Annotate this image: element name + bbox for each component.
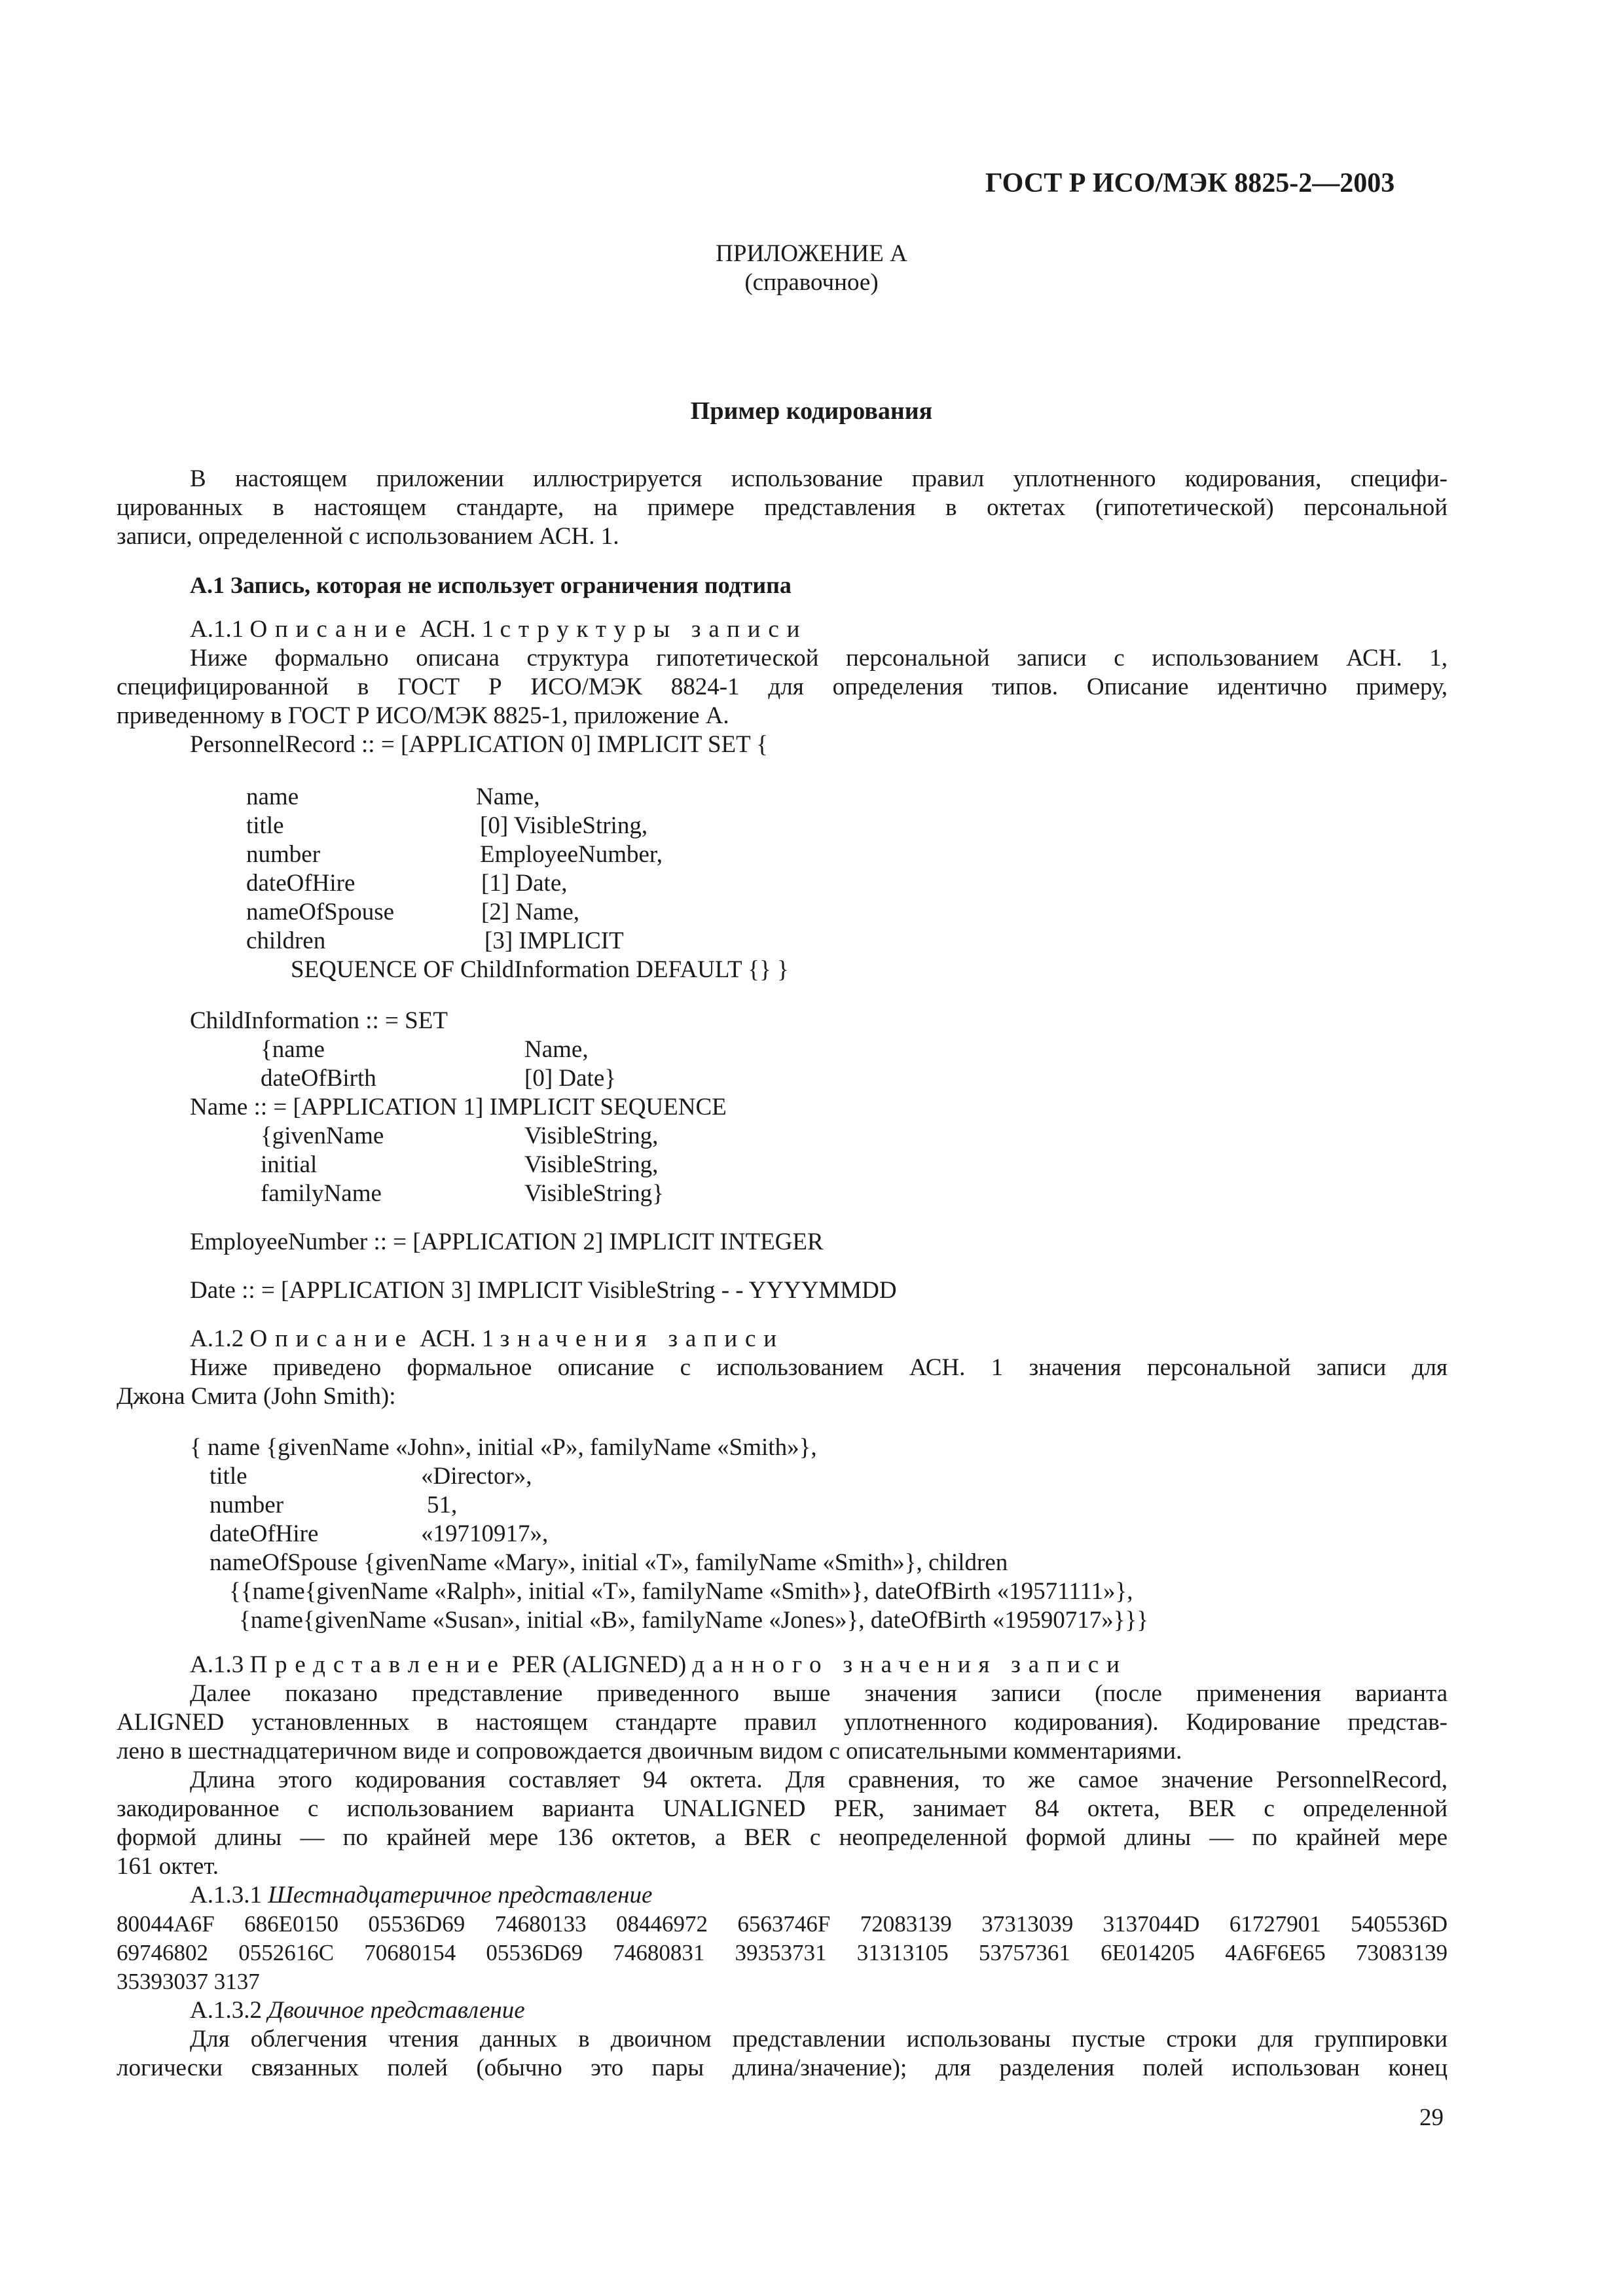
asn1-field-type: VisibleString} — [524, 1180, 664, 1207]
asn1-value-field-value: «19710917», — [421, 1520, 549, 1547]
asn1-value-line: { name {givenName «John», initial «P», familyName «Smith»}, — [190, 1434, 817, 1461]
subsection-spaced-words: структуры записи — [500, 616, 808, 643]
subsection-mid-text: PER (ALIGNED) — [505, 1651, 693, 1678]
subsection-a11-heading — [190, 615, 807, 644]
subsection-mid-text: АСН. 1 — [413, 1325, 500, 1352]
asn1-field-name: title — [246, 812, 284, 839]
asn1-field-name: name — [246, 783, 299, 810]
asn1-field-name: {givenName — [261, 1122, 384, 1149]
subsection-number: А.1.3.2 — [190, 1997, 268, 2024]
asn1-date-line: Date :: = [APPLICATION 3] IMPLICIT VisibleString - - YYYYMMDD — [190, 1277, 897, 1304]
a132-text-line: логически связанных полей (обычно это пары длина/значение); для разделения полей использован конец — [117, 2054, 1448, 2081]
asn1-field-type: [0] VisibleString, — [480, 812, 648, 839]
appendix-heading: Пример кодирования — [690, 397, 933, 425]
subsection-number: А.1.2 — [190, 1325, 250, 1352]
subsection-spaced-words: данного значения записи — [692, 1651, 1127, 1678]
subsection-mid-text: АСН. 1 — [413, 616, 500, 643]
a12-text-line: Ниже приведено формальное описание с использованием АСН. 1 значения персональной записи для — [190, 1354, 1448, 1381]
asn1-field-name: number — [246, 841, 321, 868]
asn1-field-type: Name, — [524, 1036, 589, 1063]
section-a1-title: А.1 Запись, которая не использует ограничения подтипа — [190, 572, 792, 598]
asn1-field-type: VisibleString, — [524, 1151, 659, 1178]
hex-line: 69746802 0552616C 70680154 05536D69 74680831 39353731 31313105 53757361 6E014205 4A6F6E65 73083139 — [117, 1940, 1448, 1965]
subsection-number: А.1.1 — [190, 616, 250, 643]
asn1-value-field-name: dateOfHire — [210, 1520, 319, 1547]
asn1-name-line: Name :: = [APPLICATION 1] IMPLICIT SEQUENCE — [190, 1094, 727, 1121]
asn1-value-field-value: «Director», — [421, 1463, 532, 1490]
intro-line: цированных в настоящем стандарте, на примере представления в октетах (гипотетической) персональной — [117, 494, 1448, 521]
a11-text-line: Ниже формально описана структура гипотетической персональной записи с использованием АСН. 1, — [190, 645, 1448, 672]
subsection-spaced-word: Описание — [249, 616, 414, 643]
subsection-a12-heading — [190, 1325, 784, 1354]
asn1-field-name: familyName — [261, 1180, 382, 1207]
a11-text-line: приведенному в ГОСТ Р ИСО/МЭК 8825-1, приложение А. — [117, 702, 729, 729]
subsection-a13-heading — [190, 1651, 1127, 1679]
asn1-field-name: nameOfSpouse — [246, 899, 395, 925]
subsection-spaced-words: значения записи — [500, 1325, 784, 1352]
asn1-field-name: children — [246, 927, 326, 954]
asn1-field-type: [1] Date, — [481, 870, 568, 897]
page-number: 29 — [1419, 2104, 1444, 2131]
a13-text-line: лено в шестнадцатеричном виде и сопровождается двоичным видом с описательными комментариями. — [117, 1738, 1182, 1765]
hex-line: 35393037 3137 — [117, 1969, 260, 1994]
hex-line: 80044A6F 686E0150 05536D69 74680133 08446972 6563746F 72083139 37313039 3137044D 61727901 5405536D — [117, 1911, 1448, 1937]
asn1-field-type: [3] IMPLICIT — [484, 927, 624, 954]
asn1-field-type: VisibleString, — [524, 1122, 659, 1149]
a13-text-line: закодированное с использованием варианта UNALIGNED PER, занимает 84 октета, BER с определенной — [117, 1795, 1448, 1822]
a13-text-line: формой длины — по крайней мере 136 октетов, а BER с неопределенной формой длины — по крайней мере — [117, 1824, 1448, 1851]
intro-line: записи, определенной с использованием АСН. 1. — [117, 523, 619, 550]
asn1-field-name: dateOfHire — [246, 870, 356, 897]
asn1-field-type: EmployeeNumber, — [480, 841, 663, 868]
a13-text-line: Далее показано представление приведенного выше значения записи (после применения варианта — [190, 1680, 1448, 1707]
asn1-value-field-name: title — [210, 1463, 247, 1490]
subsection-spaced-word: Описание — [249, 1325, 414, 1352]
a13-text-line: ALIGNED установленных в настоящем стандарте правил уплотненного кодирования). Кодирование представ- — [117, 1709, 1448, 1736]
asn1-personnel-record-line: PersonnelRecord :: = [APPLICATION 0] IMPLICIT SET { — [190, 731, 769, 758]
subsection-number: А.1.3.1 — [190, 1882, 268, 1909]
asn1-value-field-name: number — [210, 1492, 284, 1518]
asn1-field-name: {name — [261, 1036, 325, 1063]
appendix-note: (справочное) — [744, 269, 879, 296]
asn1-value-child-line: {name{givenName «Susan», initial «B», familyName «Jones»}, dateOfBirth «19590717»}}} — [239, 1607, 1148, 1634]
intro-line: В настоящем приложении иллюстрируется использование правил уплотненного кодирования, специфи- — [190, 465, 1448, 492]
asn1-field-name: dateOfBirth — [261, 1065, 376, 1092]
asn1-value-spouse-line: nameOfSpouse {givenName «Mary», initial «T», familyName «Smith»}, children — [210, 1549, 1008, 1576]
subsection-spaced-word: Представление — [249, 1651, 506, 1678]
subsection-number: А.1.3 — [190, 1651, 250, 1678]
asn1-field-type: Name, — [476, 783, 540, 810]
asn1-field-name: initial — [261, 1151, 318, 1178]
a12-text-line: Джона Смита (John Smith): — [117, 1383, 396, 1410]
asn1-value-child-line: {{name{givenName «Ralph», initial «T», familyName «Smith»}, dateOfBirth «19571111»}, — [229, 1578, 1133, 1605]
a11-text-line: специфицированной в ГОСТ Р ИСО/МЭК 8824-1 для определения типов. Описание идентично примеру, — [117, 673, 1448, 700]
asn1-value-field-value: 51, — [427, 1492, 458, 1518]
subsection-title: Двоичное представление — [268, 1997, 525, 2024]
appendix-title: ПРИЛОЖЕНИЕ А — [716, 240, 907, 267]
subsection-a132-heading — [190, 1996, 525, 2025]
asn1-employee-number-line: EmployeeNumber :: = [APPLICATION 2] IMPLICIT INTEGER — [190, 1229, 824, 1255]
asn1-child-info-line: ChildInformation :: = SET — [190, 1007, 448, 1034]
a13-text-line: Длина этого кодирования составляет 94 октета. Для сравнения, то же самое значение PersonnelRecord, — [190, 1767, 1448, 1793]
a132-text-line: Для облегчения чтения данных в двоичном представлении использованы пустые строки для группировки — [190, 2026, 1448, 2053]
a13-text-line: 161 октет. — [117, 1853, 219, 1880]
subsection-a131-heading — [190, 1881, 652, 1910]
asn1-field-type: [2] Name, — [481, 899, 579, 925]
document-code-header: ГОСТ Р ИСО/МЭК 8825-2—2003 — [985, 168, 1395, 198]
subsection-title: Шестнадцатеричное представление — [268, 1882, 653, 1909]
asn1-field-type: [0] Date} — [524, 1065, 616, 1092]
asn1-sequence-line: SEQUENCE OF ChildInformation DEFAULT {} } — [291, 956, 789, 983]
